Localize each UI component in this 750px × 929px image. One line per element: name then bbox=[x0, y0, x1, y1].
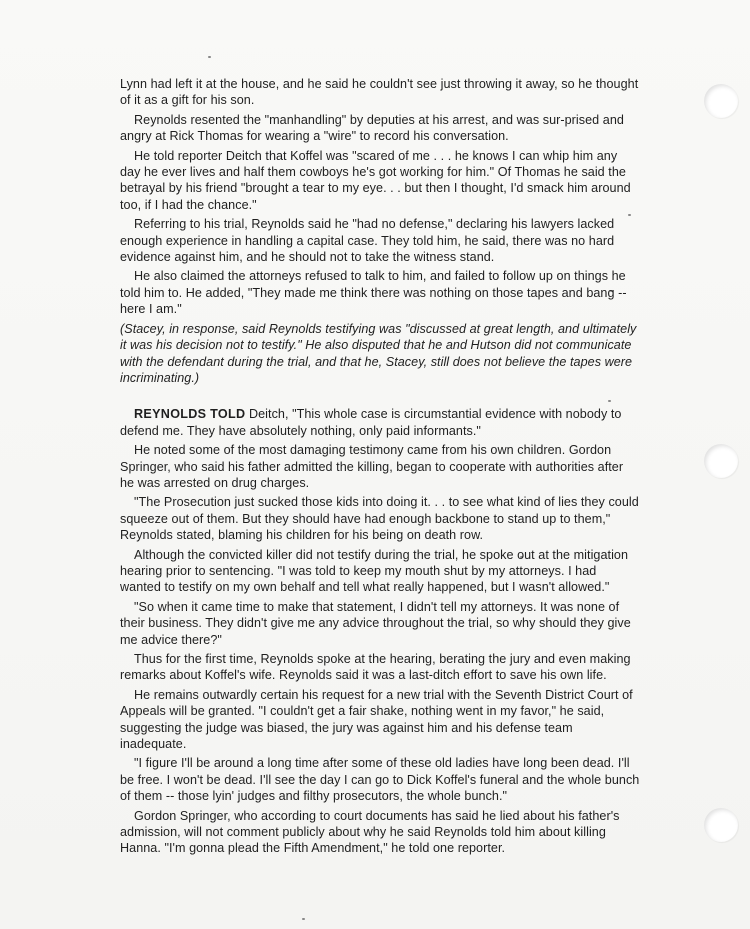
paragraph: He noted some of the most damaging testimony came from his own children. Gordon Springer, who said his father admitted the killing, began to cooperate with authorities after he was arrested on drug charges. bbox=[120, 443, 624, 490]
scan-speck bbox=[302, 918, 305, 920]
paragraph-text: Deitch, "This whole case is circumstantial evidence with nobody to defend me. They have absolutely nothing, only paid informants." bbox=[120, 407, 622, 438]
article-body bbox=[120, 76, 640, 860]
paragraph: "I figure I'll be around a long time after some of these old ladies have long been dead. I'll be free. I won't be dead. I'll see the day I can go to Dick Koffel's funeral and the whole bunch of them -- those lyin' judges and filthy prosecutors, the whole bunch." bbox=[120, 756, 640, 804]
paragraph: "So when it came time to make that statement, I didn't tell my attorneys. It was none of their business. They didn't give me any advice throughout the trial, so why should they give me advice there?" bbox=[120, 599, 631, 647]
section-lead-in: REYNOLDS TOLD bbox=[134, 407, 246, 422]
scan-speck bbox=[208, 56, 211, 58]
binder-hole-icon bbox=[704, 444, 738, 478]
paragraph: Thus for the first time, Reynolds spoke at the hearing, berating the jury and even making remarks about Koffel's wife. Reynolds said it was a last-ditch effort to save his own life. bbox=[120, 652, 631, 683]
paragraph: He also claimed the attorneys refused to talk to him, and failed to follow up on things he told him to. He added, "They made me think there was nothing on those tapes and bang -- here I am." bbox=[120, 269, 627, 317]
editor-note: (Stacey, in response, said Reynolds testifying was "discussed at great length, and ultimately it was his decision not to testify." He also disputed that he and Hutson did not communicate with the defendant during the trial, and that he, Stacey, still does not believe the tapes were incriminating.) bbox=[120, 321, 637, 385]
paragraph: He told reporter Deitch that Koffel was "scared of me . . . he knows I can whip him any day he ever lives and half them cowboys he's got working for him." Of Thomas he said the betrayal by his friend "brought a tear to my eye. . . but then I thought, I'd smack him around too, if I had the chance." bbox=[120, 148, 631, 212]
paragraph: Although the convicted killer did not testify during the trial, he spoke out at the mitigation hearing prior to sentencing. "I was told to keep my mouth shut by my attorneys. I had wanted to testify on my own behalf and tell what really happened, but I wasn't allowed." bbox=[120, 547, 629, 595]
paragraph: Reynolds resented the "manhandling" by deputies at his arrest, and was sur-prised and angry at Rick Thomas for wearing a "wire" to record his conversation. bbox=[120, 112, 624, 144]
paragraph: He remains outwardly certain his request for a new trial with the Seventh District Court of Appeals will be granted. "I couldn't get a fair shake, nothing went in my favor," he said, suggesting the judge was biased, the jury was against him and his defense team inadequate. bbox=[120, 687, 633, 752]
binder-hole-icon bbox=[704, 84, 738, 118]
paragraph: Referring to his trial, Reynolds said he "had no defense," declaring his lawyers lacked enough experience in handling a capital case. They told him, he said, there was no hard evidence against him, and he should not to take the witness stand. bbox=[120, 217, 615, 265]
section-paragraph bbox=[120, 406, 640, 439]
binder-hole-icon bbox=[704, 808, 738, 842]
paragraph: Lynn had left it at the house, and he said he couldn't see just throwing it away, so he thought of it as a gift for his son. bbox=[120, 77, 639, 108]
paragraph: Gordon Springer, who according to court documents has said he lied about his father's admission, will not comment publicly about why he said Reynolds told him about killing Hanna. "I'm gonna plead the Fifth Amendment," he told one reporter. bbox=[120, 808, 620, 856]
paragraph: "The Prosecution just sucked those kids into doing it. . . to see what kind of lies they could squeeze out of them. But they should have had enough backbone to stand up to them," Reynolds stated, blaming his children for his being on death row. bbox=[120, 495, 639, 543]
